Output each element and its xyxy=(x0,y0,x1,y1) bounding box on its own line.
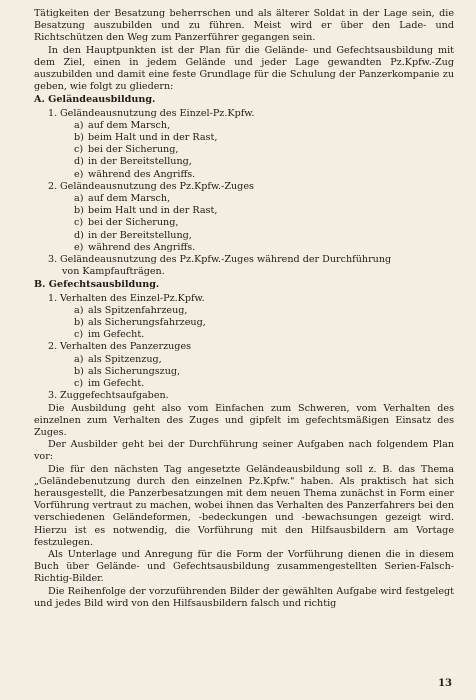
section-a-item-1-d xyxy=(34,156,454,168)
section-b-item-2 xyxy=(34,341,454,353)
sub-item-letter: a) xyxy=(74,119,84,131)
sub-item-text: während des Angriffs. xyxy=(88,241,196,253)
section-a-item-2-b xyxy=(34,205,454,217)
section-b-item-2-a xyxy=(34,354,454,366)
item-number: 2. xyxy=(48,180,58,192)
sub-item-letter: a) xyxy=(74,353,84,365)
section-a-item-2 xyxy=(34,181,454,193)
outro-paragraph-5: Die Reihenfolge der vorzuführenden Bilder der gewählten Aufgabe wird festgelegt und jedes Bild wird von den Hilfsausbildern falsch und richtig xyxy=(34,585,454,609)
section-a-heading: A. Geländeausbildung. xyxy=(34,94,156,106)
sub-item-letter: e) xyxy=(74,241,84,253)
item-number: 1. xyxy=(48,292,58,304)
sub-item-text: als Spitzenfahrzeug, xyxy=(88,304,188,316)
sub-item-text: auf dem Marsch, xyxy=(88,119,171,131)
sub-item-text: als Sicherungsfahrzeug, xyxy=(88,317,206,329)
section-a-item-1-e xyxy=(34,169,454,181)
intro-paragraph-2: In den Hauptpunkten ist der Plan für die Gelände- und Gefechtsausbildung mit dem Ziel, einen in jedem Gelände und jeder Lage gewandten Pz.Kpfw.-Zug auszubilden und damit eine feste Grundlage für die Schulung der Panzerkompanie zu geben, wie folgt zu gliedern: xyxy=(34,44,454,93)
sub-item-text: als Spitzenzug, xyxy=(88,353,162,365)
sub-item-text: auf dem Marsch, xyxy=(88,193,171,205)
outro-paragraph-2: Der Ausbilder geht bei der Durchführung seiner Aufgaben nach folgendem Plan vor: xyxy=(34,439,454,463)
section-a-item-2-a xyxy=(34,193,454,205)
sub-item-letter: c) xyxy=(74,144,84,156)
item-number: 1. xyxy=(48,107,58,119)
item-text: Zuggefechtsaufgaben. xyxy=(60,390,169,402)
sub-item-text: als Sicherungszug, xyxy=(88,365,181,377)
section-b-item-2-b xyxy=(34,366,454,378)
sub-item-letter: b) xyxy=(74,317,84,329)
section-b-item-1 xyxy=(34,293,454,305)
sub-item-text: in der Bereitstellung, xyxy=(88,229,192,241)
page-number: 13 xyxy=(438,677,452,689)
sub-item-text: im Gefecht. xyxy=(88,378,145,390)
sub-item-letter: c) xyxy=(74,217,84,229)
section-a-item-2-e xyxy=(34,242,454,254)
section-a-item-2-d xyxy=(34,230,454,242)
sub-item-text: beim Halt und in der Rast, xyxy=(88,132,218,144)
sub-item-text: während des Angriffs. xyxy=(88,168,196,180)
sub-item-letter: e) xyxy=(74,168,84,180)
sub-item-text: in der Bereitstellung, xyxy=(88,156,192,168)
section-a-item-1-c xyxy=(34,144,454,156)
item-text: Geländeausnutzung des Pz.Kpfw.-Zuges während der Durchführung xyxy=(60,254,392,266)
outro-paragraph-3: Die für den nächsten Tag angesetzte Geländeausbildung soll z. B. das Thema „Geländebenutzung durch den einzelnen Pz.Kpfw." haben. Als praktisch hat sich herausgestellt, die Panzerbesatzungen mit dem neuen Thema zunächst in Form einer Vorführung vertraut zu machen, wobei ihnen das Verhalten des Panzerfahrers bei den verschiedenen Geländeformen, -bedeckungen und -bewachsungen gezeigt wird. Hierzu ist es notwendig, die Vorführung mit den Hilfsausbildern am Vortage festzulegen. xyxy=(34,463,454,548)
sub-item-letter: d) xyxy=(74,156,84,168)
sub-item-letter: c) xyxy=(74,378,84,390)
item-text: Geländeausnutzung des Einzel-Pz.Kpfw. xyxy=(60,107,255,119)
outro-paragraph-1: Die Ausbildung geht also vom Einfachen zum Schweren, vom Verhalten des einzelnen zum Verhalten des Zuges und gipfelt im gefechtsmäßigen Einsatz des Zuges. xyxy=(34,402,454,438)
sub-item-letter: d) xyxy=(74,229,84,241)
item-text: Geländeausnutzung des Pz.Kpfw.-Zuges xyxy=(60,180,254,192)
section-a-item-1 xyxy=(34,108,454,120)
sub-item-letter: a) xyxy=(74,304,84,316)
sub-item-text: bei der Sicherung, xyxy=(88,144,179,156)
section-a-item-2-c xyxy=(34,217,454,229)
section-b-item-1-a xyxy=(34,305,454,317)
sub-item-letter: b) xyxy=(74,365,84,377)
sub-item-text: im Gefecht. xyxy=(88,329,145,341)
sub-item-letter: a) xyxy=(74,193,84,205)
section-b-item-1-c xyxy=(34,329,454,341)
section-b-item-2-c xyxy=(34,378,454,390)
section-b-item-3 xyxy=(34,390,454,402)
item-number: 3. xyxy=(48,390,58,402)
item-number: 2. xyxy=(48,341,58,353)
section-a-item-3 xyxy=(34,254,454,266)
item-number: 3. xyxy=(48,254,58,266)
sub-item-letter: c) xyxy=(74,329,84,341)
item-text: Verhalten des Einzel-Pz.Kpfw. xyxy=(60,292,205,304)
section-a-item-3-continuation: von Kampfaufträgen. xyxy=(62,266,165,278)
section-a-item-1-a xyxy=(34,120,454,132)
sub-item-letter: b) xyxy=(74,205,84,217)
sub-item-text: beim Halt und in der Rast, xyxy=(88,205,218,217)
section-a-item-1-b xyxy=(34,132,454,144)
outro-paragraph-4: Als Unterlage und Anregung für die Form der Vorführung dienen die in diesem Buch über Gelände- und Gefechtsausbildung zusammengestellten Serien-Falsch-Richtig-Bilder. xyxy=(34,548,454,585)
sub-item-text: bei der Sicherung, xyxy=(88,217,179,229)
item-text: Verhalten des Panzerzuges xyxy=(60,341,192,353)
sub-item-letter: b) xyxy=(74,132,84,144)
section-b-heading: B. Gefechtsausbildung. xyxy=(34,279,160,291)
intro-paragraph-1: Tätigkeiten der Besatzung beherrschen und als älterer Soldat in der Lage sein, die Besatzung auszubilden und zu führen. Meist wird er über den Lade- und Richtschützen den Weg zum Panzerführer gegangen sein. xyxy=(34,8,454,44)
section-b xyxy=(34,279,454,402)
section-b-item-1-b xyxy=(34,317,454,329)
section-a xyxy=(34,94,454,278)
